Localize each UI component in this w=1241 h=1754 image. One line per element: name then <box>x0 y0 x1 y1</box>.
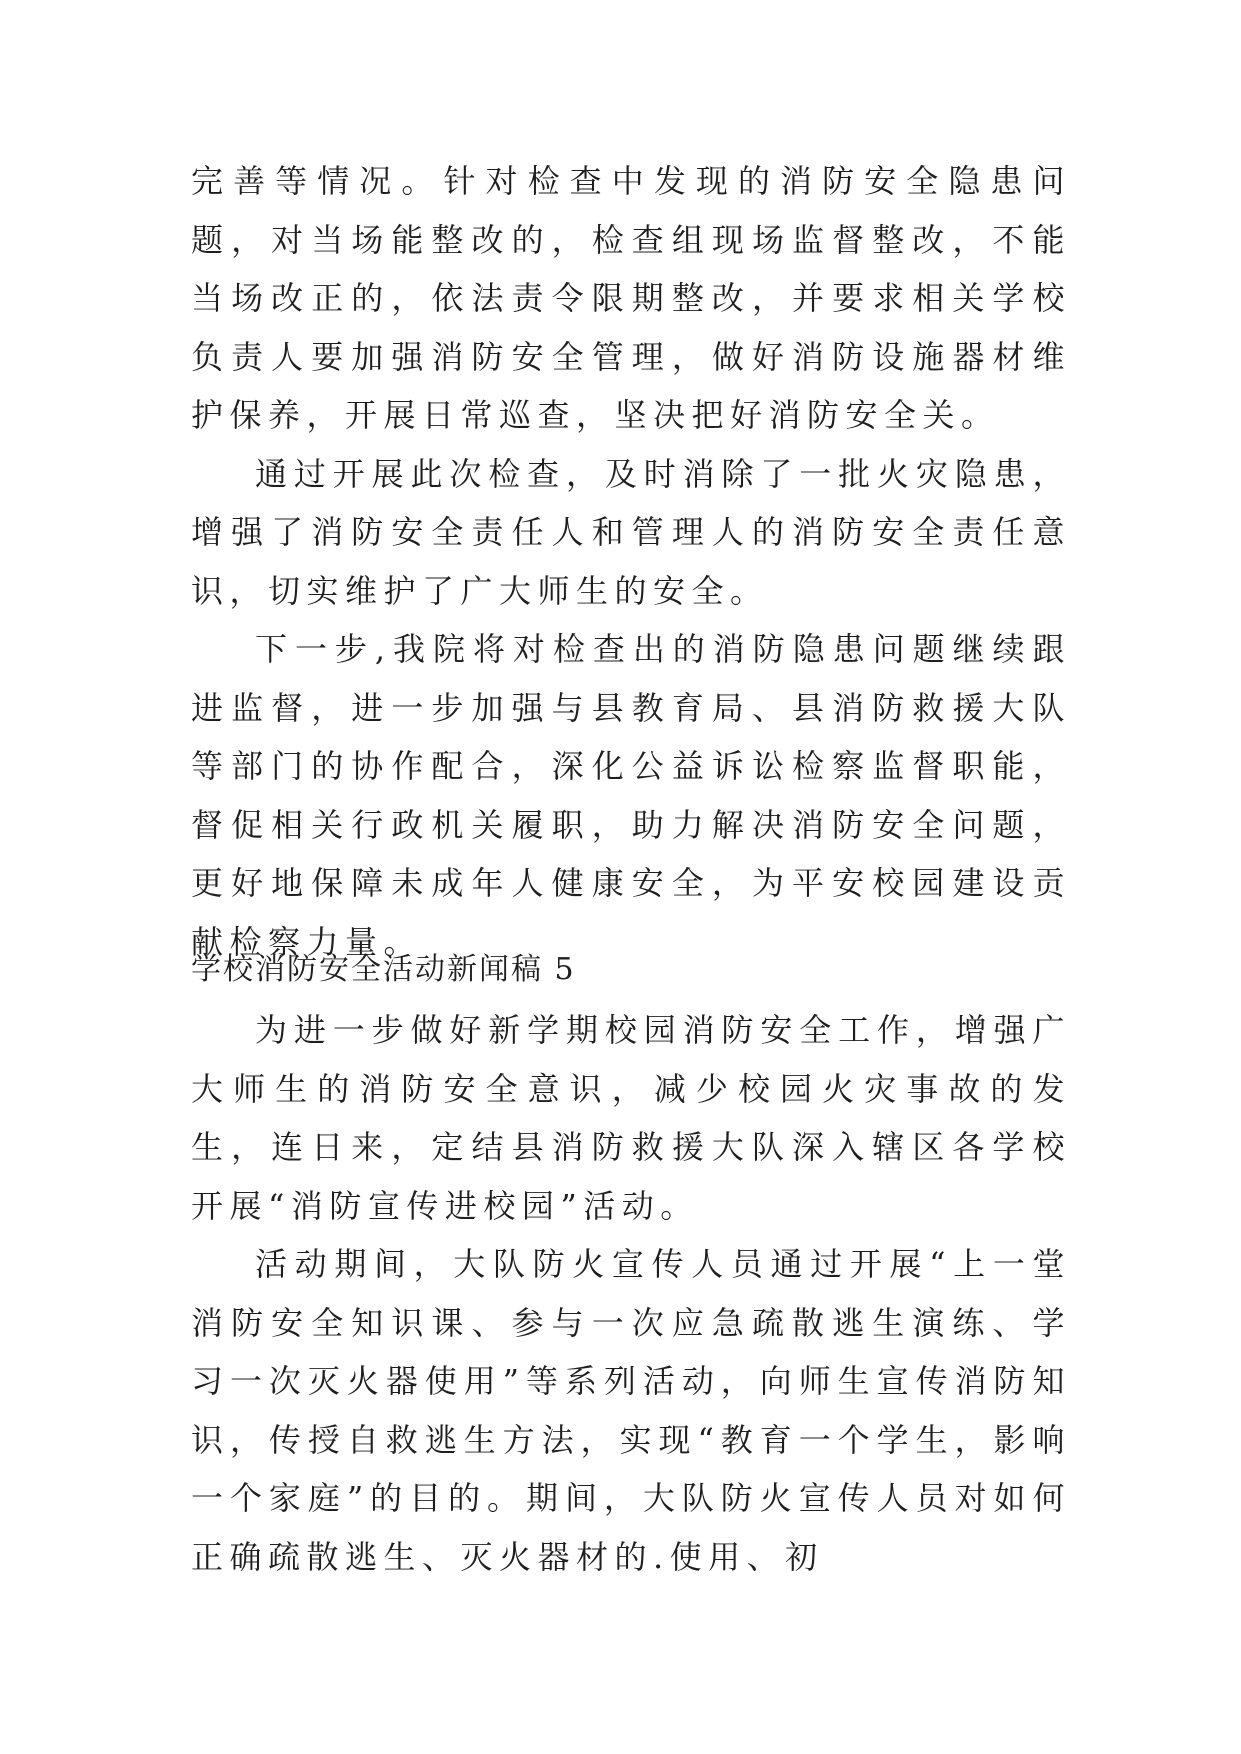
body-paragraph-next-steps: 下一步,我院将对检查出的消防隐患问题继续跟进监督，进一步加强与县教育局、县消防救援大队等部门的协作配合，深化公益诉讼检察监督职能，督促相关行政机关履职，助力解决消防安全问题，更好地保障未成年人健康安全，为平安校园建设贡献检察力量。 <box>191 630 1071 961</box>
body-paragraph-intro: 为进一步做好新学期校园消防安全工作，增强广大师生的消防安全意识，减少校园火灾事故的发生，连日来，定结县消防救援大队深入辖区各学校开展“消防宣传进校园”活动。 <box>191 1011 1071 1225</box>
continued-article-body <box>191 152 1071 971</box>
body-paragraph-activities: 活动期间，大队防火宣传人员通过开展“上一堂消防安全知识课、参与一次应急疏散逃生演练、学习一次灭火器使用”等系列活动，向师生宣传消防知识，传授自救逃生方法，实现“教育一个学生，影响一个家庭”的目的。期间，大队防火宣传人员对如何正确疏散逃生、灭火器材的.使用、初 <box>191 1245 1071 1576</box>
body-paragraph-inspection-result: 通过开展此次检查，及时消除了一批火灾隐患，增强了消防安全责任人和管理人的消防安全责任意识，切实维护了广大师生的安全。 <box>191 454 1071 610</box>
article-body <box>191 1001 1071 1586</box>
article-title: 学校消防安全活动新闻稿 5 <box>191 952 576 987</box>
body-paragraph-continuation: 完善等情况。针对检查中发现的消防安全隐患问题，对当场能整改的，检查组现场监督整改，不能当场改正的，依法责令限期整改，并要求相关学校负责人要加强消防安全管理，做好消防设施器材维护保养，开展日常巡查，坚决把好消防安全关。 <box>191 162 1071 434</box>
